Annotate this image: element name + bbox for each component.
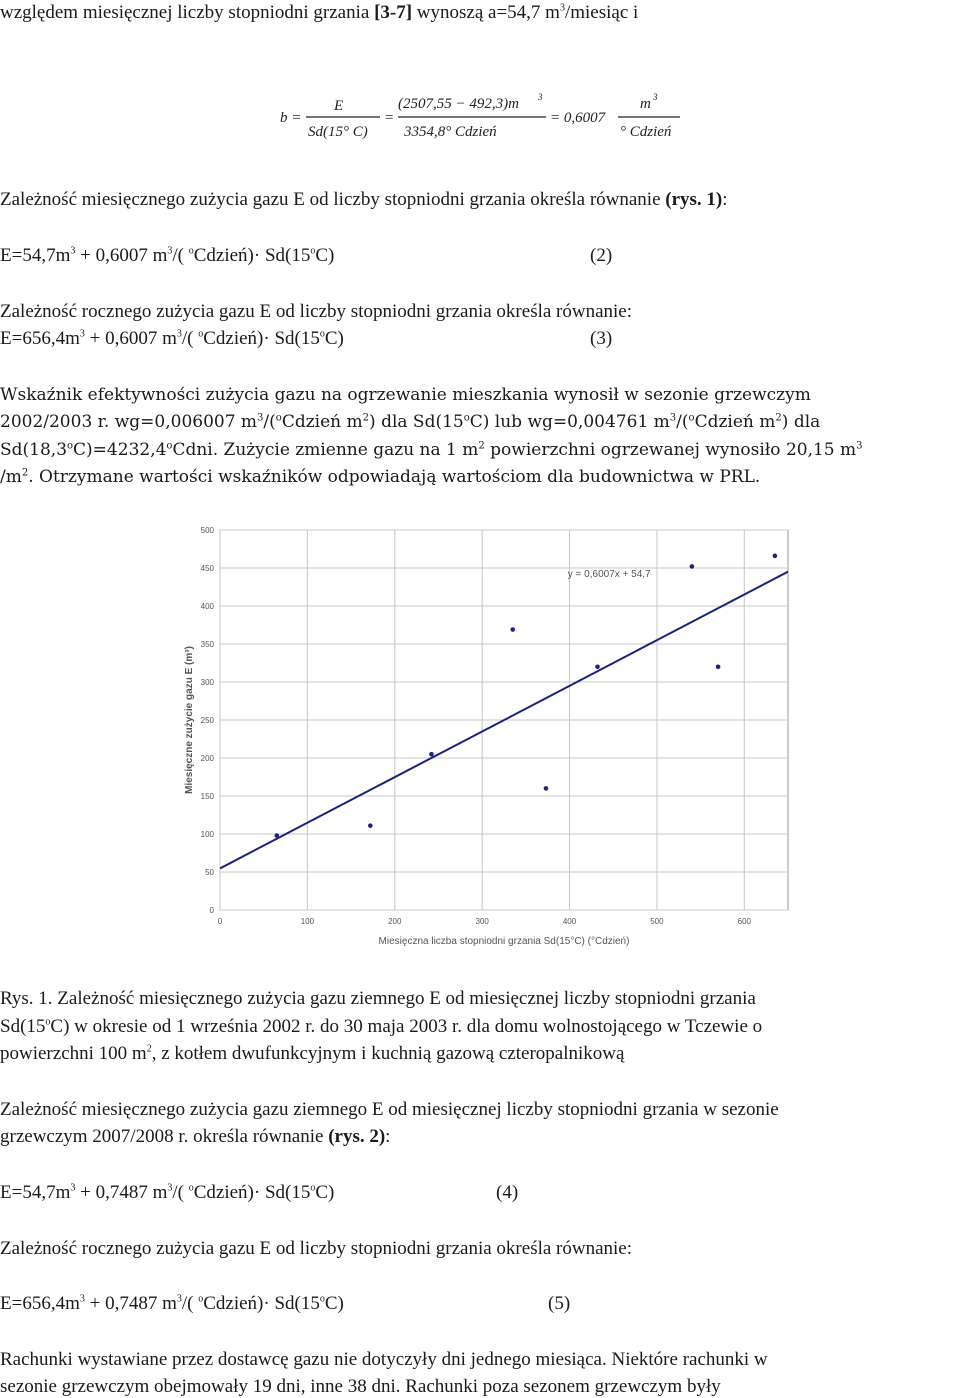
paragraph-1-line-4: $/m^2$. Otrzymane wartości wskaźników odpowiadają wartościom dla budownictwa w PRL. (0, 467, 761, 487)
svg-text:=: = (384, 110, 395, 126)
paragraph-1-line-3: $Sd(18,3^oC)=4232,4^oCdni$. Zużycie zmienne gazu na 1 $m^2$ powierzchni ogrzewanej wynosiło 20,15 $m^3$ (0, 440, 863, 460)
equation-5-number: (5) (548, 1293, 571, 1314)
formula-E: E (334, 98, 344, 114)
y-tick-label: 350 (200, 640, 214, 649)
svg-text:3: 3 (653, 92, 658, 102)
data-point (544, 786, 549, 791)
paragraph-3-line-1: Rachunki wystawiane przez dostawcę gazu nie dotyczyły dni jednego miesiąca. Niektóre rachunki w (0, 1349, 768, 1370)
data-point (368, 823, 373, 828)
y-tick-label: 0 (209, 906, 214, 915)
x-tick-label: 500 (650, 917, 664, 926)
equation-2: $E=54,7m^3 + 0,6007$ $m^3/$( $^o$Cdzień)· $Sd(15^oC)$ (0, 245, 335, 266)
svg-text:3: 3 (538, 92, 543, 102)
svg-text:m: m (640, 96, 651, 112)
x-tick-label: 200 (388, 917, 402, 926)
figure-ref: (rys. 2) (328, 1126, 386, 1147)
y-tick-label: 250 (200, 716, 214, 725)
equation-3: $E=656,4m^3 + 0,6007$ $m^3/$( $^o$Cdzień)· $Sd(15^oC)$ (0, 328, 344, 349)
x-axis-label: Miesięczna liczba stopniodni grzania Sd(15°C) (°Cdzień) (378, 936, 630, 947)
paragraph-1-line-1: Wskaźnik efektywności zużycia gazu na ogrzewanie mieszkania wynosił w sezonie grzewczym (0, 385, 811, 405)
citation: [3-7] (374, 2, 413, 23)
x-tick-label: 100 (300, 917, 315, 926)
y-tick-label: 50 (205, 868, 214, 877)
y-tick-label: 100 (200, 830, 214, 839)
equation-4: $E=54,7m^3 + 0,7487$ $m^3/$( $^o$Cdzień)· $Sd(15^oC)$ (0, 1182, 335, 1203)
equation-2-number: (2) (590, 245, 613, 266)
formula-sd: Sd(15° C) (308, 124, 368, 140)
svg-text:° Cdzień: ° Cdzień (620, 124, 672, 140)
scatter-chart (180, 520, 800, 952)
figure-caption-line-2: Sd(15$^o$C) w okresie od 1 września 2002 r. do 30 maja 2003 r. dla domu wolnostojącego w Tczewie o (0, 1016, 763, 1037)
figure-ref: (rys. 1) (665, 189, 723, 210)
data-point (275, 833, 280, 838)
x-tick-label: 600 (737, 917, 751, 926)
data-point (690, 564, 695, 569)
formula-denominator: 3354,8° Cdzień (404, 124, 497, 140)
y-tick-label: 400 (200, 602, 214, 611)
paragraph-2-line-2: grzewczym 2007/2008 r. określa równanie (rys. 2): (0, 1126, 391, 1147)
paragraph-2-line-1: Zależność miesięcznego zużycia gazu ziemnego E od miesięcznej liczby stopniodni grzania w sezonie (0, 1099, 779, 1120)
data-point (429, 752, 434, 757)
formula-b (280, 88, 690, 148)
y-tick-label: 500 (200, 526, 214, 535)
y-tick-label: 450 (200, 564, 214, 573)
x-tick-label: 0 (217, 917, 223, 926)
text-line-7: Zależność rocznego zużycia gazu E od liczby stopniodni grzania określa równanie: (0, 1238, 633, 1259)
svg-text:= 0,6007: = 0,6007 (550, 110, 606, 126)
x-tick-label: 300 (475, 917, 489, 926)
formula-numerator: (2507,55 − 492,3)m (398, 96, 519, 112)
trendline-equation: y = 0,6007x + 54,7 (567, 569, 651, 581)
equation-4-number: (4) (496, 1182, 519, 1203)
equation-5: $E=656,4m^3 + 0,7487$ $m^3/$( $^o$Cdzień)· $Sd(15^oC)$ (0, 1293, 344, 1314)
data-point (716, 665, 721, 670)
formula-b-label: b = (280, 110, 302, 126)
figure-caption-line-3: powierzchni 100 $m^2$, z kotłem dwufunkcyjnym i kuchnią gazową czteropalnikową (0, 1043, 625, 1064)
x-tick-label: 400 (562, 917, 577, 926)
figure-caption-line-1: Rys. 1. Zależność miesięcznego zużycia gazu ziemnego E od miesięcznej liczby stopniodni grzania (0, 988, 756, 1009)
data-point (595, 665, 600, 670)
text-line-4: Zależność rocznego zużycia gazu E od liczby stopniodni grzania określa równanie: (0, 301, 633, 322)
equation-3-number: (3) (590, 328, 613, 349)
paragraph-3-line-2: sezonie grzewczym obejmowały 19 dni, inne 38 dni. Rachunki poza sezonem grzewczym były (0, 1376, 721, 1397)
text-line-2: Zależność miesięcznego zużycia gazu E od liczby stopniodni grzania określa równanie (rys. 1): (0, 189, 728, 210)
text-line-1: względem miesięcznej liczby stopniodni grzania [3-7] wynoszą a=54,7 $m^3$/miesiąc i (0, 2, 639, 23)
y-tick-label: 200 (200, 754, 214, 763)
paragraph-1-line-2: 2002/2003 r. wg=0,006007 $m^3/(^oCdzień$ $m^2$) dla Sd(15$^o$C) lub wg=0,004761 $m^3/(^oCdzień$ $m^2$) dla (0, 412, 821, 432)
data-point (773, 554, 778, 559)
y-axis-label: Miesięczne zużycie gazu E (m³) (184, 646, 195, 794)
data-point (510, 627, 515, 632)
y-tick-label: 150 (200, 792, 214, 801)
y-tick-label: 300 (200, 678, 214, 687)
